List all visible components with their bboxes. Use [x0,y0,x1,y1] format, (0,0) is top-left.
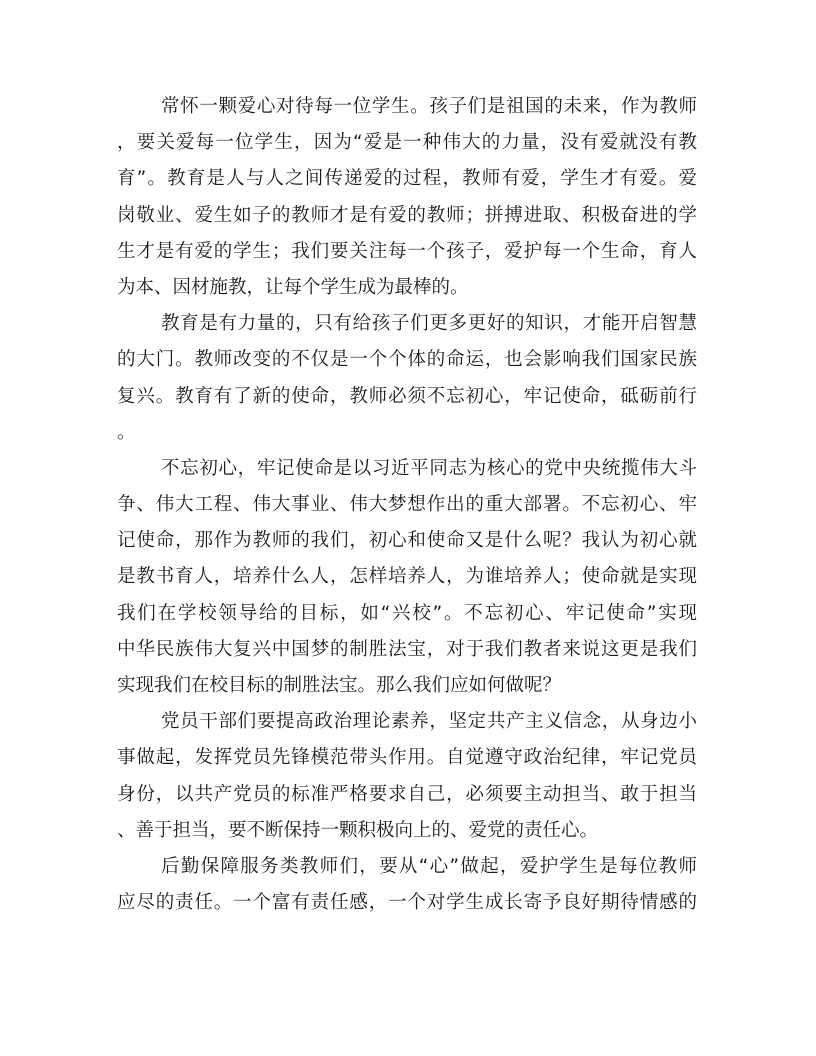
text-line: 不忘初心，牢记使命是以习近平同志为核心的党中央统揽伟大斗 [161,457,697,479]
text-line: 我们在学校领导给的目标，如“兴校”。不忘初心、牢记使命”实现 [117,602,697,624]
text-line: 生才是有爱的学生；我们要关注每一个孩子，爱护每一个生命，育人 [117,240,697,262]
text-line: 的大门。教师改变的不仅是一个个体的命运，也会影响我们国家民族 [117,349,697,371]
text-line: 教育是有力量的，只有给孩子们更多更好的知识，才能开启智慧 [161,313,697,335]
text-line: 复兴。教育有了新的使命，教师必须不忘初心，牢记使命，砥砺前行 [117,385,697,407]
text-line: ，要关爱每一位学生，因为“爱是一种伟大的力量，没有爱就没有教 [117,132,697,154]
text-line: 实现我们在校目标的制胜法宝。那么我们应如何做呢？ [117,675,562,696]
text-line: 育”。教育是人与人之间传递爱的过程，教师有爱，学生才有爱。爱 [117,168,697,190]
text-line: 中华民族伟大复兴中国梦的制胜法宝，对于我们教者来说这更是我们 [117,638,697,660]
text-line: 事做起，发挥党员先锋模范带头作用。自觉遵守政治纪律，牢记党员 [117,747,697,769]
text-line: 身份，以共产党员的标准严格要求自己，必须要主动担当、敢于担当 [117,783,697,805]
document-body [117,89,697,921]
text-line: 记使命，那作为教师的我们，初心和使命又是什么呢？我认为初心就 [117,530,697,552]
text-line: 争、伟大工程、伟大事业、伟大梦想作出的重大部署。不忘初心、牢 [117,494,697,516]
text-line: 常怀一颗爱心对待每一位学生。孩子们是祖国的未来，作为教师 [161,96,697,117]
text-line: 应尽的责任。一个富有责任感，一个对学生成长寄予良好期待情感的 [117,892,697,914]
text-line: 是教书育人，培养什么人，怎样培养人，为谁培养人；使命就是实现 [117,566,697,588]
text-line: 。 [117,421,136,443]
text-line: 、善于担当，要不断保持一颗积极向上的、爱党的责任心。 [117,819,599,841]
text-line: 岗敬业、爱生如子的教师才是有爱的教师；拼搏进取、积极奋进的学 [117,204,697,226]
text-line: 为本、因材施教，让每个学生成为最棒的。 [117,276,469,298]
text-line: 后勤保障服务类教师们，要从“心”做起，爱护学生是每位教师 [161,855,697,877]
text-line: 党员干部们要提高政治理论素养，坚定共产主义信念，从身边小 [161,711,697,733]
